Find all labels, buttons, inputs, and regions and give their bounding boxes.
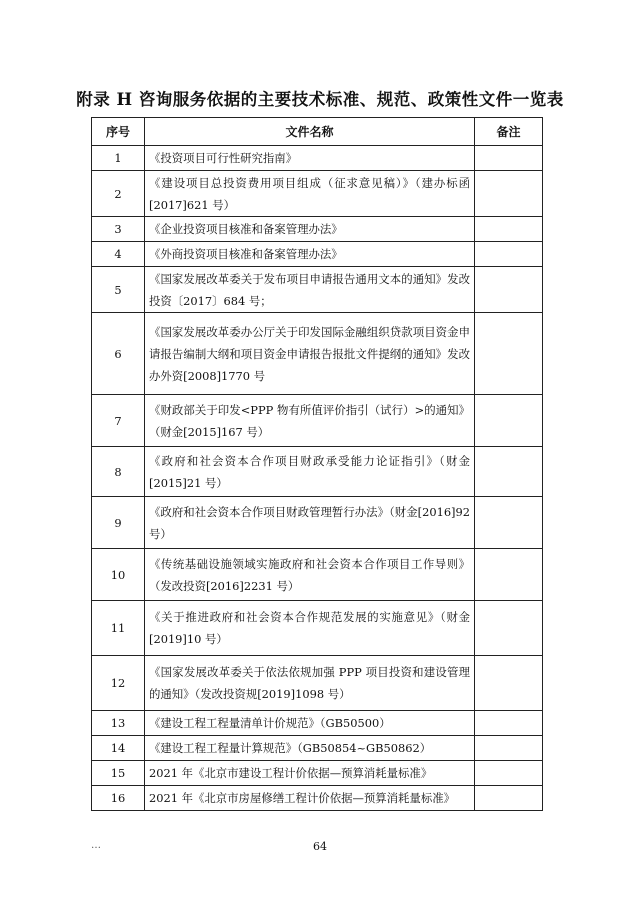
row-number: 5 — [92, 267, 145, 313]
row-remarks — [475, 447, 543, 497]
table-row — [92, 146, 543, 171]
row-number: 4 — [92, 242, 145, 267]
table-row — [92, 395, 543, 447]
table-row — [92, 549, 543, 601]
header-document-name: 文件名称 — [145, 118, 475, 146]
row-document-name: 《企业投资项目核准和备案管理办法》 — [145, 217, 475, 242]
row-number: 16 — [92, 786, 145, 811]
row-remarks — [475, 395, 543, 447]
table-row — [92, 447, 543, 497]
standards-table — [91, 117, 543, 811]
row-document-name: 《建设工程工程量清单计价规范》（GB50500） — [145, 711, 475, 736]
table-header-row — [92, 118, 543, 146]
row-remarks — [475, 146, 543, 171]
row-remarks — [475, 267, 543, 313]
header-number: 序号 — [92, 118, 145, 146]
row-document-name: 《财政部关于印发<PPP 物有所值评价指引（试行）>的通知》（财金[2015]167 号） — [145, 395, 475, 447]
row-document-name: 2021 年《北京市建设工程计价依据—预算消耗量标准》 — [145, 761, 475, 786]
row-document-name: 《关于推进政府和社会资本合作规范发展的实施意见》（财金[2019]10 号） — [145, 601, 475, 656]
row-document-name: 《投资项目可行性研究指南》 — [145, 146, 475, 171]
row-document-name: 《外商投资项目核准和备案管理办法》 — [145, 242, 475, 267]
row-number: 11 — [92, 601, 145, 656]
page-title: 附录 H 咨询服务依据的主要技术标准、规范、政策性文件一览表 — [76, 90, 564, 109]
table-row — [92, 656, 543, 711]
table-row — [92, 497, 543, 549]
row-remarks — [475, 549, 543, 601]
table-row — [92, 786, 543, 811]
row-number: 9 — [92, 497, 145, 549]
row-remarks — [475, 761, 543, 786]
row-document-name: 《建设项目总投资费用项目组成（征求意见稿）》（建办标函[2017]621 号） — [145, 171, 475, 217]
row-remarks — [475, 601, 543, 656]
table-row — [92, 601, 543, 656]
row-number: 10 — [92, 549, 145, 601]
row-number: 7 — [92, 395, 145, 447]
footer-ellipsis: … — [91, 840, 102, 851]
row-remarks — [475, 711, 543, 736]
row-number: 1 — [92, 146, 145, 171]
row-document-name: 《传统基础设施领域实施政府和社会资本合作项目工作导则》（发改投资[2016]2231 号） — [145, 549, 475, 601]
row-document-name: 《建设工程工程量计算规范》（GB50854~GB50862） — [145, 736, 475, 761]
row-number: 14 — [92, 736, 145, 761]
row-number: 15 — [92, 761, 145, 786]
page-number: 64 — [313, 840, 327, 853]
row-remarks — [475, 217, 543, 242]
table-row — [92, 761, 543, 786]
row-number: 2 — [92, 171, 145, 217]
row-remarks — [475, 313, 543, 395]
table-row — [92, 711, 543, 736]
table-row — [92, 267, 543, 313]
table-row — [92, 171, 543, 217]
table-row — [92, 242, 543, 267]
table-row — [92, 736, 543, 761]
header-remarks: 备注 — [475, 118, 543, 146]
row-remarks — [475, 242, 543, 267]
row-number: 12 — [92, 656, 145, 711]
row-document-name: 《国家发展改革委关于发布项目申请报告通用文本的通知》发改投资〔2017〕684 号； — [145, 267, 475, 313]
row-document-name: 《国家发展改革委关于依法依规加强 PPP 项目投资和建设管理的通知》（发改投资规[2019]1098 号） — [145, 656, 475, 711]
row-document-name: 《政府和社会资本合作项目财政承受能力论证指引》（财金[2015]21 号） — [145, 447, 475, 497]
row-remarks — [475, 786, 543, 811]
row-remarks — [475, 736, 543, 761]
row-remarks — [475, 171, 543, 217]
row-document-name: 《政府和社会资本合作项目财政管理暂行办法》（财金[2016]92 号） — [145, 497, 475, 549]
row-number: 13 — [92, 711, 145, 736]
row-remarks — [475, 497, 543, 549]
row-number: 6 — [92, 313, 145, 395]
row-remarks — [475, 656, 543, 711]
row-number: 8 — [92, 447, 145, 497]
row-document-name: 2021 年《北京市房屋修缮工程计价依据—预算消耗量标准》 — [145, 786, 475, 811]
table-row — [92, 313, 543, 395]
table-row — [92, 217, 543, 242]
row-document-name: 《国家发展改革委办公厅关于印发国际金融组织贷款项目资金申请报告编制大纲和项目资金申请报告报批文件提纲的通知》发改办外资[2008]1770 号 — [145, 313, 475, 395]
row-number: 3 — [92, 217, 145, 242]
